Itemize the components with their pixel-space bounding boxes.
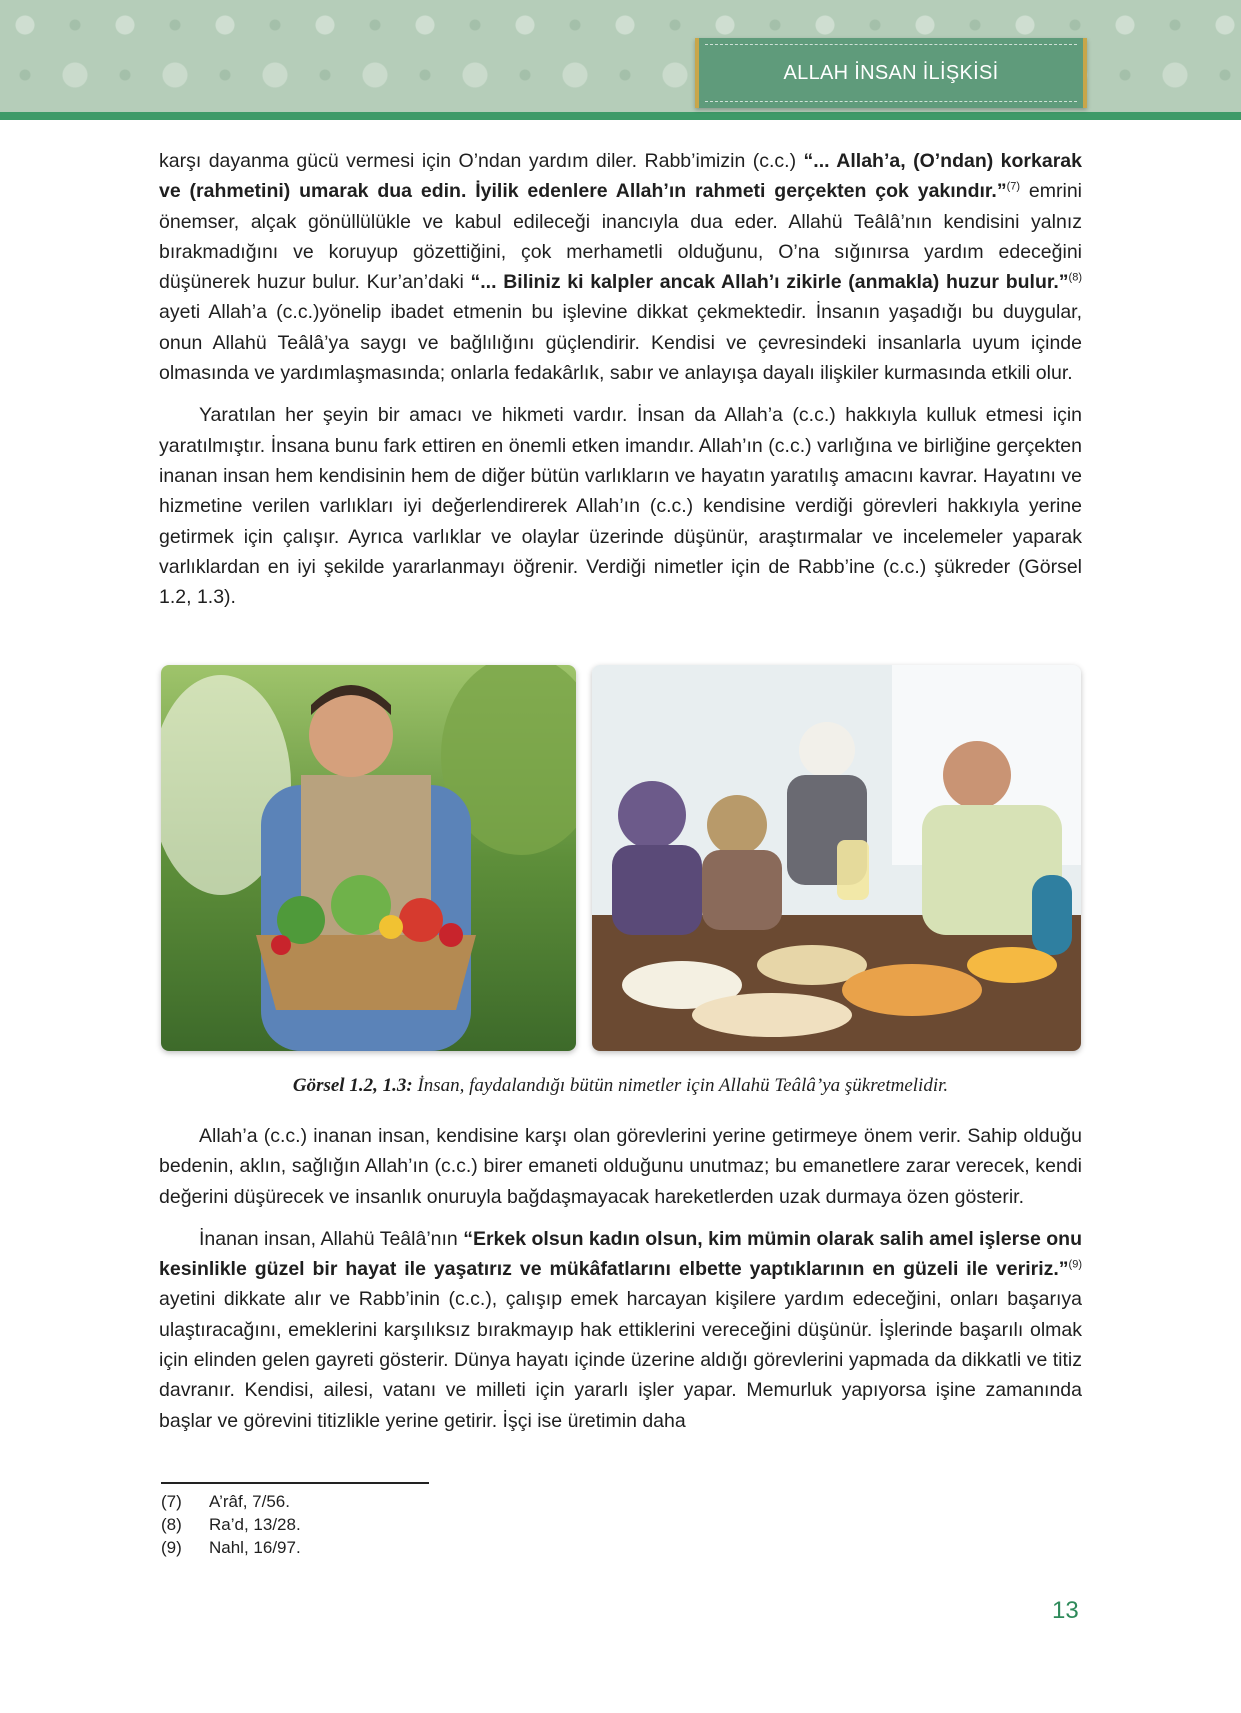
- text-run: ayeti Allah’a (c.c.)yönelip ibadet etmenin bu işlevine dikkat çekmektedir. İnsanın yaşadığı bu duygular, onun Allahü Teâlâ’ya saygı ve bağlılığını güçlendirir. Kendisi ve çevresindeki insanlarla uyum içinde olmasında ve yardımlaşmasında; onlarla fedakârlık, sabır ve anlayışa dayalı ilişkiler kurmasında etkili olur.: [159, 301, 1082, 385]
- footnote-item: [161, 1490, 301, 1513]
- footnote-reference: Ra’d, 13/28.: [209, 1515, 301, 1534]
- chapter-title-box: [695, 38, 1087, 108]
- text-run: Allah’a (c.c.) inanan insan, kendisine karşı olan görevlerini yerine getirmeye önem verir. Sahip olduğu bedenin, aklın, sağlığın Allah’ın (c.c.) birer emaneti olduğunu unutmaz; bu emanetlere zarar verecek, kendi değerini düşürecek ve insanlık onuruyla bağdaşmayacak hareketlerden uzak durmaya özen gösterir.: [159, 1125, 1082, 1208]
- paragraph-3: [159, 1121, 1082, 1212]
- paragraph-4: [159, 1224, 1082, 1436]
- footnote-reference: A’râf, 7/56.: [209, 1492, 290, 1511]
- footnote-number: (7): [161, 1492, 182, 1511]
- quoted-verse: “... Allah’a, (O’ndan) korkarak ve (rahmetini) umarak dua edin. İyilik edenlere Allah’ın rahmeti gerçekten çok yakındır.”: [159, 150, 1082, 203]
- quoted-verse: “Erkek olsun kadın olsun, kim mümin olarak salih amel işlerse onu kesinlikle güzel bir hayat ile yaşatırız ve mükâfatlarını elbette yaptıklarının en güzeli ile veririz.”: [159, 1227, 1083, 1281]
- text-run: Yaratılan her şeyin bir amacı ve hikmeti vardır. İnsan da Allah’a (c.c.) hakkıyla kulluk etmesi için yaratılmıştır. İnsana bunu fark ettiren en önemli etken imandır. Allah’ın (c.c.) varlığına ve birliğine gerçekten inanan insan hem kendisinin hem de diğer bütün varlıkların ve hayatın yaratılış amacını kavrar. Hayatını ve hizmetine verilen varlıkları iyi değerlendirerek Allah’ın (c.c.) kendisine verdiği görevleri hakkıyla yerine getirmek için çalışır. Ayrıca varlıklar ve olaylar üzerinde düşünür, araştırmalar ve incelemeler yaparak varlıklardan en iyi şekilde yararlanmayı öğrenir. Verdiği nimetler için de Rabb’ine (c.c.) şükreder (Görsel 1.2, 1.3).: [159, 404, 1082, 609]
- text-run: İnanan insan, Allahü Teâlâ’nın: [199, 1227, 464, 1250]
- quoted-verse: “... Biliniz ki kalpler ancak Allah’ı zikirle (anmakla) huzur bulur.”: [470, 271, 1069, 294]
- paragraph-2: [159, 400, 1082, 612]
- text-run: emrini önemser, alçak gönüllülükle ve kabul edileceği inancıyla dua eder. Allahü Teâlâ’nın kendisini yalnız bırakmadığını ve koruyup gözettiğini, çok merhametli olduğunu, O’na sığınırsa yardım edeceğini düşünerek huzur bulur. Kur’an’daki: [159, 180, 1082, 294]
- text-run: karşı dayanma gücü vermesi için O’ndan yardım diler. Rabb’imizin (c.c.): [159, 150, 804, 172]
- photo-row: [161, 665, 1081, 1051]
- paragraph-1: [159, 146, 1082, 388]
- footnote-item: [161, 1536, 301, 1559]
- footnote-reference: Nahl, 16/97.: [209, 1538, 301, 1557]
- chapter-title: ALLAH İNSAN İLİŞKİSİ: [783, 62, 999, 84]
- footnote-ref: (9): [1068, 1258, 1082, 1271]
- footnote-number: (8): [161, 1515, 182, 1534]
- header-rule: [0, 112, 1241, 120]
- text-run: ayetini dikkate alır ve Rabb’inin (c.c.), çalışıp emek harcayan kişilere yardım edeceğini, onları başarıya ulaştıracağını, emeklerini karşılıksız bırakmayıp hak ettiklerini vereceğini düşünür. İşlerinde başarılı olmak için elinden gelen gayreti gösterir. Dünya hayatı içinde üzerine aldığı görevlerini yapmada da dikkatli ve titiz davranır. Kendisi, ailesi, vatanı ve milleti için yararlı işler yapar. Memurluk yapıyorsa işine zamanında başlar ve görevini titizlikle yerine getirir. İşçi ise üretimin daha: [159, 1288, 1082, 1432]
- footnote-rule: [161, 1482, 429, 1484]
- page-number: 13: [1052, 1597, 1079, 1624]
- footnote-item: [161, 1513, 301, 1536]
- body-text-top: [159, 146, 1082, 612]
- figure-caption-label: Görsel 1.2, 1.3:: [292, 1075, 413, 1096]
- footnote-ref: (8): [1068, 271, 1082, 284]
- footnote-number: (9): [161, 1538, 182, 1557]
- family-meal-photo: [592, 665, 1081, 1051]
- footnote-ref: (7): [1006, 180, 1021, 193]
- footnotes: [161, 1490, 301, 1559]
- farmer-vegetable-basket-photo: [161, 665, 576, 1051]
- figure-caption: [159, 1075, 1082, 1097]
- figure-caption-text: İnsan, faydalandığı bütün nimetler için Allahü Teâlâ’ya şükretmelidir.: [412, 1075, 949, 1096]
- body-text-bottom: [159, 1121, 1082, 1436]
